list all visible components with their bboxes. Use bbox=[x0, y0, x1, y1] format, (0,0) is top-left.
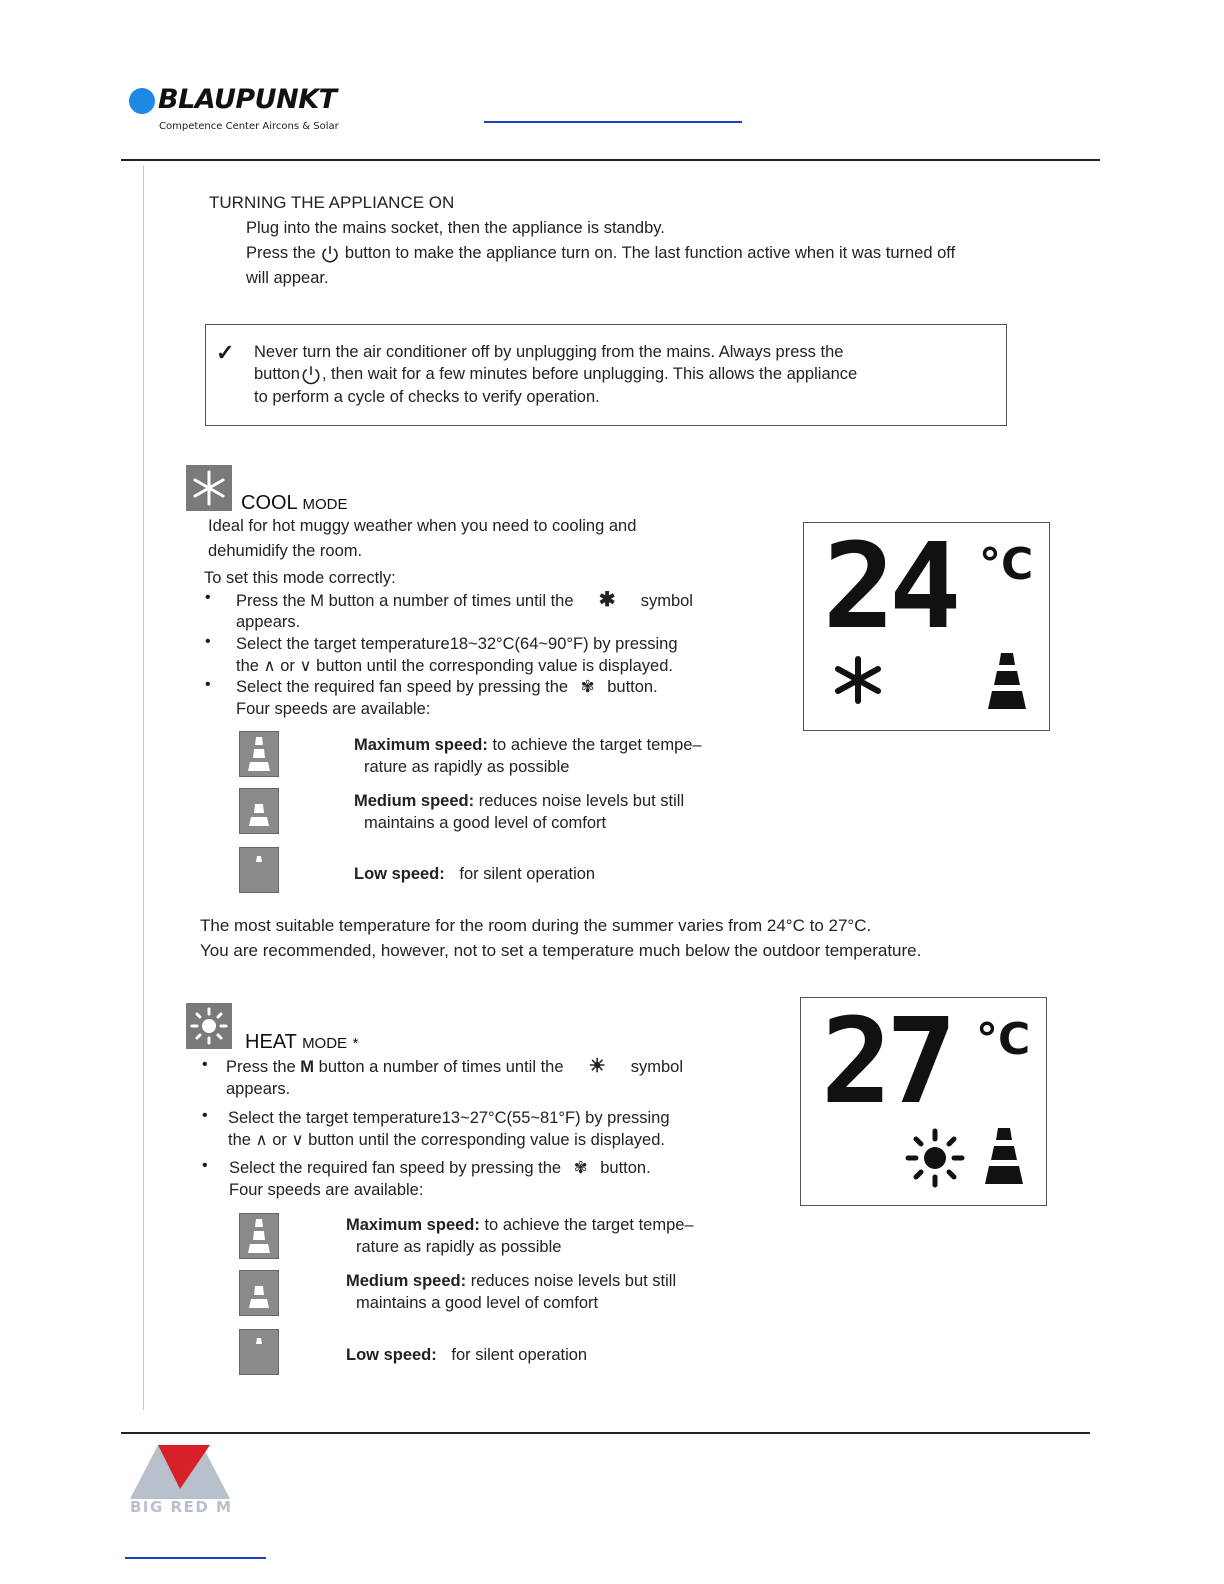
note-line2-start: button bbox=[254, 365, 300, 383]
big-red-m-logo-icon bbox=[130, 1445, 230, 1499]
cool-bullet2-line2 bbox=[236, 655, 673, 677]
down-arrow-icon: ∨ bbox=[291, 1131, 304, 1149]
cool-b2-or: or bbox=[280, 657, 295, 675]
cool-lcd-display bbox=[803, 517, 1050, 731]
turning-on-line1: Plug into the mains socket, then the appliance is standby. bbox=[246, 219, 665, 237]
sun-icon bbox=[186, 1003, 232, 1049]
footer-logo-text: BIG RED M bbox=[130, 1498, 233, 1516]
cool-b2-the: the bbox=[236, 657, 259, 675]
heat-b1-m: M bbox=[300, 1058, 315, 1076]
bullet: • bbox=[202, 1157, 208, 1174]
summer-note-line2: You are recommended, however, not to set a temperature much below the outdoor temperature. bbox=[200, 941, 922, 960]
heat-b3-button: button. bbox=[600, 1159, 651, 1177]
heat-bullet3-line1 bbox=[229, 1157, 651, 1179]
cool-max-speed bbox=[354, 734, 702, 756]
lcd-fan-speed-icon bbox=[981, 1126, 1027, 1188]
header-rule bbox=[121, 159, 1100, 161]
max-speed-text1: to achieve the target tempe– bbox=[484, 1216, 694, 1234]
heat-b1-start: Press the bbox=[226, 1058, 296, 1076]
bullet: • bbox=[205, 676, 211, 693]
heat-lcd-unit: °C bbox=[976, 1014, 1031, 1065]
bullet: • bbox=[205, 633, 211, 650]
cool-bullet2-line1: Select the target temperature18~32°C(64~90°F) by pressing bbox=[236, 635, 678, 653]
bullet: • bbox=[202, 1107, 208, 1124]
bullet: • bbox=[205, 589, 211, 606]
note-line1: Never turn the air conditioner off by unplugging from the mains. Always press the bbox=[254, 343, 844, 361]
fan-medium-icon bbox=[239, 788, 279, 834]
snowflake-icon bbox=[186, 465, 232, 511]
fan-medium-icon bbox=[239, 1270, 279, 1316]
heat-max-speed-line2: rature as rapidly as possible bbox=[356, 1238, 562, 1256]
heat-medium-speed-line2: maintains a good level of comfort bbox=[356, 1294, 599, 1312]
heat-lcd-display bbox=[800, 992, 1047, 1206]
cool-intro-line2: dehumidify the room. bbox=[208, 542, 363, 560]
cool-title-mode: MODE bbox=[302, 496, 348, 513]
brand-logo-dot bbox=[129, 88, 155, 114]
cool-medium-speed-line2: maintains a good level of comfort bbox=[364, 814, 607, 832]
cool-bullet1-line1 bbox=[236, 589, 693, 612]
heat-b3-text: Select the required fan speed by pressing the bbox=[229, 1159, 562, 1177]
heat-low-speed bbox=[346, 1344, 587, 1366]
power-icon bbox=[300, 364, 322, 386]
heat-bullet2-line1: Select the target temperature13~27°C(55~81°F) by pressing bbox=[228, 1109, 670, 1127]
cool-bullet3-line1 bbox=[236, 676, 658, 698]
medium-speed-text1: reduces noise levels but still bbox=[478, 792, 685, 810]
cool-bullet3-line2: Four speeds are available: bbox=[236, 700, 431, 718]
heat-mode-title bbox=[245, 1031, 358, 1054]
cool-lcd-unit: °C bbox=[979, 539, 1034, 590]
cool-max-speed-line2: rature as rapidly as possible bbox=[364, 758, 570, 776]
medium-speed-label: Medium speed: bbox=[346, 1272, 467, 1290]
cool-medium-speed bbox=[354, 790, 684, 812]
max-speed-label: Maximum speed: bbox=[346, 1216, 480, 1234]
heat-b1-text: button a number of times until the bbox=[318, 1058, 564, 1076]
cool-b1-symbol: symbol bbox=[640, 592, 693, 610]
note-line3: to perform a cycle of checks to verify operation. bbox=[254, 387, 600, 406]
fan-icon: ✾ bbox=[580, 678, 595, 696]
heat-bullet1-line2: appears. bbox=[226, 1080, 291, 1098]
cool-b3-button: button. bbox=[607, 678, 658, 696]
heat-b1-symbol: symbol bbox=[630, 1058, 683, 1076]
brand-logo: BLAUPUNKT bbox=[158, 84, 337, 115]
cool-b2-end: button until the corresponding value is displayed. bbox=[316, 657, 673, 675]
low-speed-label: Low speed: bbox=[354, 865, 445, 883]
note-line2-end: , then wait for a few minutes before unplugging. This allows the appliance bbox=[321, 365, 858, 383]
bullet: • bbox=[202, 1056, 208, 1073]
cool-lcd-temperature: 24 bbox=[822, 517, 956, 655]
lcd-sun-icon bbox=[903, 1128, 967, 1188]
turning-on-line2-start: Press the bbox=[246, 244, 316, 262]
up-arrow-icon: ∧ bbox=[263, 657, 276, 675]
down-arrow-icon: ∨ bbox=[299, 657, 312, 675]
lcd-snowflake-icon bbox=[828, 655, 888, 705]
heat-lcd-temperature: 27 bbox=[821, 992, 952, 1130]
warning-note-text bbox=[254, 341, 857, 408]
fan-max-icon bbox=[239, 1213, 279, 1259]
heat-b2-or: or bbox=[272, 1131, 287, 1149]
low-speed-text: for silent operation bbox=[459, 865, 596, 883]
footer-link-underline[interactable] bbox=[125, 1557, 266, 1559]
heat-title-mark: * bbox=[352, 1035, 359, 1052]
sun-symbol-icon: ☀ bbox=[588, 1056, 606, 1077]
fan-max-icon bbox=[239, 731, 279, 777]
turning-on-line2 bbox=[246, 241, 955, 266]
low-speed-text: for silent operation bbox=[451, 1346, 588, 1364]
max-speed-label: Maximum speed: bbox=[354, 736, 488, 754]
cool-intro-line1: Ideal for hot muggy weather when you need to cooling and bbox=[208, 517, 637, 535]
power-icon bbox=[320, 244, 340, 264]
lcd-fan-speed-icon bbox=[984, 651, 1030, 713]
cool-b3-text: Select the required fan speed by pressing the bbox=[236, 678, 569, 696]
cool-set-correctly: To set this mode correctly: bbox=[204, 569, 396, 587]
fan-icon: ✾ bbox=[573, 1159, 588, 1177]
max-speed-text1: to achieve the target tempe– bbox=[492, 736, 702, 754]
left-margin-rule bbox=[143, 165, 144, 1410]
section-title-turning-on: TURNING THE APPLIANCE ON bbox=[209, 193, 455, 212]
cool-b1-text: Press the M button a number of times until the bbox=[236, 592, 574, 610]
turning-on-line2-end: button to make the appliance turn on. The last function active when it was turned off bbox=[344, 244, 956, 262]
cool-title-word: COOL bbox=[241, 492, 297, 514]
brand-tagline: Competence Center Aircons & Solar bbox=[159, 121, 339, 132]
fan-low-icon bbox=[239, 847, 279, 893]
checkmark-icon: ✓ bbox=[216, 340, 235, 365]
fan-low-icon bbox=[239, 1329, 279, 1375]
heat-bullet2-line2 bbox=[228, 1129, 665, 1151]
snowflake-symbol-icon: ✱ bbox=[598, 589, 616, 611]
heat-bullet1-line1 bbox=[226, 1056, 683, 1078]
medium-speed-text1: reduces noise levels but still bbox=[470, 1272, 677, 1290]
cool-mode-title bbox=[241, 492, 348, 515]
footer-rule bbox=[121, 1432, 1090, 1434]
heat-max-speed bbox=[346, 1214, 694, 1236]
cool-low-speed bbox=[354, 863, 595, 885]
cool-bullet1-line2: appears. bbox=[236, 613, 301, 631]
turning-on-line3: will appear. bbox=[246, 269, 329, 287]
header-link-underline[interactable] bbox=[484, 121, 742, 123]
note-line2 bbox=[254, 363, 857, 386]
summer-note-line1: The most suitable temperature for the room during the summer varies from 24°C to 27°C. bbox=[200, 916, 872, 935]
heat-medium-speed bbox=[346, 1270, 676, 1292]
heat-title-mode: MODE bbox=[302, 1035, 348, 1052]
heat-b2-end: button until the corresponding value is displayed. bbox=[308, 1131, 665, 1149]
heat-bullet3-line2: Four speeds are available: bbox=[229, 1181, 424, 1199]
low-speed-label: Low speed: bbox=[346, 1346, 437, 1364]
heat-title-word: HEAT bbox=[245, 1031, 297, 1053]
up-arrow-icon: ∧ bbox=[255, 1131, 268, 1149]
medium-speed-label: Medium speed: bbox=[354, 792, 475, 810]
heat-b2-the: the bbox=[228, 1131, 251, 1149]
